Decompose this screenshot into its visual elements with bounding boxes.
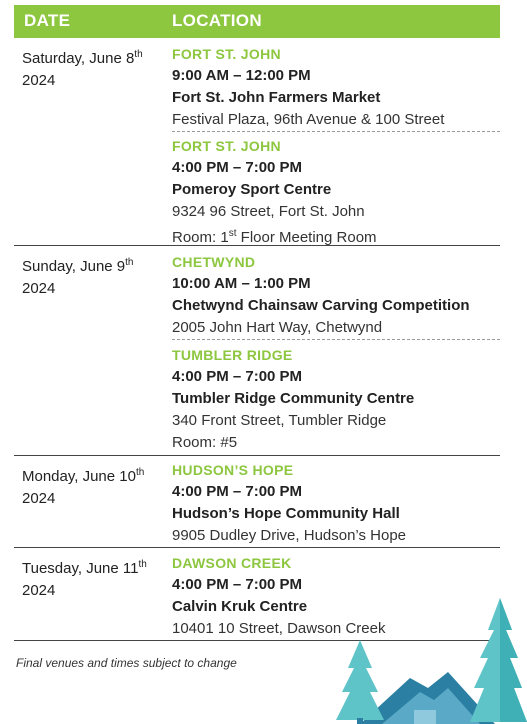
location-city: TUMBLER RIDGE <box>172 347 293 363</box>
location-city: FORT ST. JOHN <box>172 46 281 62</box>
location-city: DAWSON CREEK <box>172 555 292 571</box>
location-address: 2005 John Hart Way, Chetwynd <box>172 319 383 336</box>
trees-and-mountains-graphic <box>330 596 527 724</box>
location-city: FORT ST. JOHN <box>172 138 281 154</box>
location-time: 4:00 PM – 7:00 PM <box>172 483 303 500</box>
day-row-saturday <box>14 38 500 246</box>
location-venue: Fort St. John Farmers Market <box>172 89 381 106</box>
location-time: 4:00 PM – 7:00 PM <box>172 159 303 176</box>
date-cell <box>22 44 162 92</box>
location-block <box>172 43 500 132</box>
location-venue: Tumbler Ridge Community Centre <box>172 390 415 407</box>
date-cell <box>22 462 162 510</box>
date-year: 2024 <box>22 582 56 599</box>
date-sup: th <box>125 257 134 268</box>
date-text: Sunday, June 9 <box>22 258 126 275</box>
date-cell <box>22 252 162 300</box>
date-year: 2024 <box>22 72 56 89</box>
location-address: 340 Front Street, Tumbler Ridge <box>172 412 387 429</box>
location-block <box>172 135 500 245</box>
day-row-monday <box>14 456 500 548</box>
location-block <box>172 459 500 547</box>
date-sup: th <box>134 49 143 60</box>
footnote: Final venues and times subject to change <box>16 656 237 670</box>
location-time: 10:00 AM – 1:00 PM <box>172 275 311 292</box>
location-venue: Pomeroy Sport Centre <box>172 181 332 198</box>
location-venue: Hudson’s Hope Community Hall <box>172 505 400 522</box>
table-header <box>14 5 500 38</box>
location-address: Festival Plaza, 96th Avenue & 100 Street <box>172 111 445 128</box>
room-sup: st <box>228 228 237 239</box>
date-cell <box>22 554 162 602</box>
date-sup: th <box>135 467 145 478</box>
location-time: 9:00 AM – 12:00 PM <box>172 67 311 84</box>
location-block <box>172 251 500 340</box>
location-city: HUDSON’S HOPE <box>172 462 294 478</box>
date-text: Monday, June 10 <box>22 468 136 485</box>
date-year: 2024 <box>22 280 56 297</box>
date-text: Tuesday, June 11 <box>22 560 139 577</box>
location-time: 4:00 PM – 7:00 PM <box>172 368 303 385</box>
tree-left <box>336 640 384 720</box>
tree-left-trunk <box>357 718 363 724</box>
date-sup: th <box>138 559 147 570</box>
location-venue: Chetwynd Chainsaw Carving Competition <box>172 297 470 314</box>
mountain-house <box>414 710 436 724</box>
location-address: 10401 10 Street, Dawson Creek <box>172 620 386 637</box>
location-block <box>172 344 500 454</box>
header-location-label: LOCATION <box>172 11 262 30</box>
day-row-sunday <box>14 246 500 456</box>
location-address: 9324 96 Street, Fort St. John <box>172 203 365 220</box>
location-city: CHETWYND <box>172 254 256 270</box>
tree-right-shade <box>500 598 527 722</box>
location-time: 4:00 PM – 7:00 PM <box>172 576 303 593</box>
header-date-label: DATE <box>24 11 71 30</box>
location-venue: Calvin Kruk Centre <box>172 598 308 615</box>
location-address: 9905 Dudley Drive, Hudson’s Hope <box>172 527 407 544</box>
location-room: Room: #5 <box>172 434 238 451</box>
date-text: Saturday, June 8 <box>22 50 135 67</box>
room-suffix: Floor Meeting Room <box>236 229 377 246</box>
room-prefix: Room: 1 <box>172 229 229 246</box>
date-year: 2024 <box>22 490 56 507</box>
